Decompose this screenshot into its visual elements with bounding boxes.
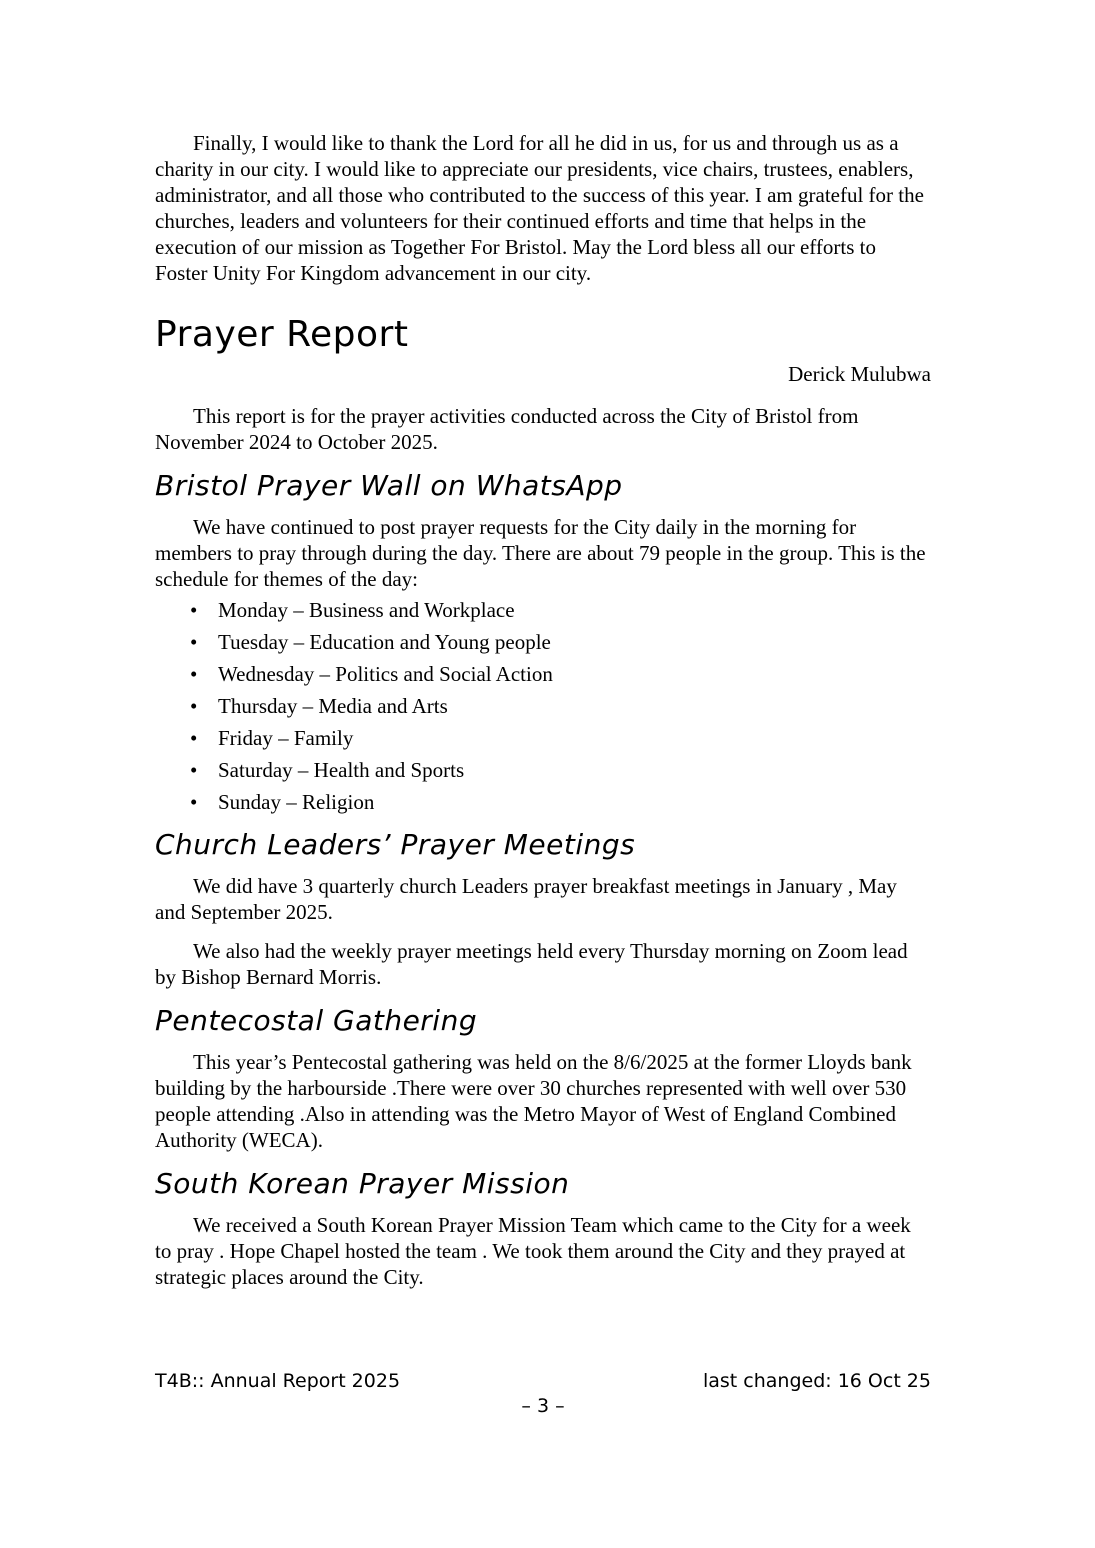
section-heading: Pentecostal Gathering: [155, 1004, 478, 1037]
list-item: • Monday – Business and Workplace: [155, 597, 931, 623]
closing-paragraph: Finally, I would like to thank the Lord for all he did in us, for us and through us as a charity in our city. I would like to appreciate our presidents, vice chairs, trustees, enablers, administrator, and all those who contributed to the success of this year. I am grateful for the churches, leaders and volunteers for their continued efforts and time that helps in the execution of our mission as Together For Bristol. May the Lord bless all our efforts to Foster Unity For Kingdom advancement in our city.: [155, 131, 924, 285]
page-title: Prayer Report: [155, 314, 409, 355]
section-pentecostal-gathering: [155, 1003, 931, 1153]
page-content: [155, 130, 931, 1303]
report-intro-paragraph: This report is for the prayer activities conducted across the City of Bristol from November 2024 to October 2025.: [155, 404, 859, 454]
list-item: • Wednesday – Politics and Social Action: [155, 661, 931, 687]
page-footer: [155, 1370, 931, 1418]
section-heading: South Korean Prayer Mission: [155, 1167, 570, 1200]
section-heading: Bristol Prayer Wall on WhatsApp: [155, 469, 623, 502]
page-number: – 3 –: [521, 1395, 565, 1417]
footer-last-changed: last changed: 16 Oct 25: [702, 1370, 931, 1392]
list-item: • Thursday – Media and Arts: [155, 693, 931, 719]
author-name: Derick Mulubwa: [788, 362, 931, 386]
section-heading: Church Leaders’ Prayer Meetings: [155, 828, 636, 861]
section-bristol-prayer-wall: [155, 468, 931, 815]
section-church-leaders-meetings: [155, 827, 931, 990]
list-item: • Saturday – Health and Sports: [155, 757, 931, 783]
footer-report-title: T4B:: Annual Report 2025: [155, 1370, 401, 1392]
list-item: • Sunday – Religion: [155, 789, 931, 815]
section-paragraph: We did have 3 quarterly church Leaders prayer breakfast meetings in January , May and September 2025.: [155, 874, 897, 924]
daily-theme-list: [155, 597, 931, 815]
list-item: • Friday – Family: [155, 725, 931, 751]
section-paragraph: This year’s Pentecostal gathering was held on the 8/6/2025 at the former Lloyds bank building by the harbourside .There were over 30 churches represented with well over 530 people attending .Also in attending was the Metro Mayor of West of England Combined Authority (WECA).: [155, 1050, 912, 1152]
section-paragraph: We have continued to post prayer requests for the City daily in the morning for members to pray through during the day. There are about 79 people in the group. This is the schedule for themes of the day:: [155, 515, 926, 591]
footer-row: [155, 1370, 931, 1393]
section-paragraph: We also had the weekly prayer meetings held every Thursday morning on Zoom lead by Bishop Bernard Morris.: [155, 939, 908, 989]
section-paragraph: We received a South Korean Prayer Mission Team which came to the City for a week to pray . Hope Chapel hosted the team . We took them around the City and they prayed at strategic places around the City.: [155, 1213, 911, 1289]
list-item: • Tuesday – Education and Young people: [155, 629, 931, 655]
section-south-korean-mission: [155, 1166, 931, 1290]
